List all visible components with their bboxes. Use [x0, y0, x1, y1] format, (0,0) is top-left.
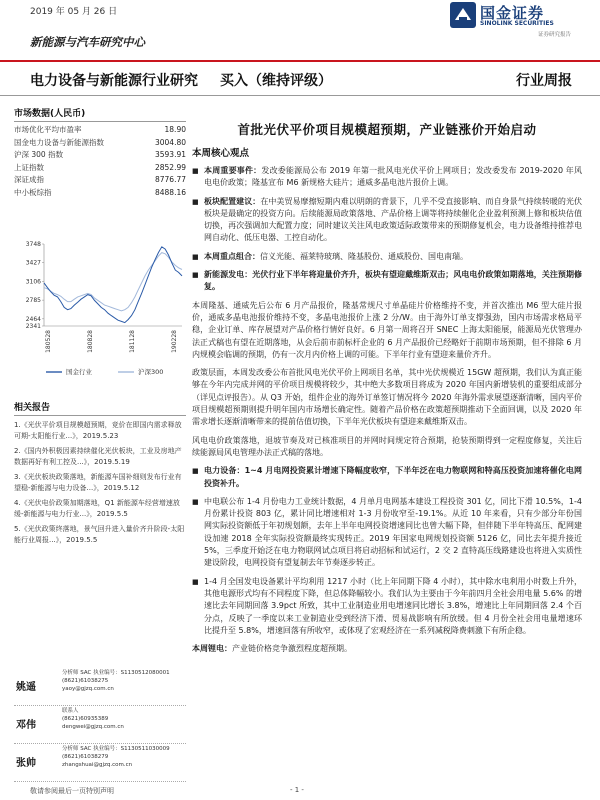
- analyst-email[interactable]: zhangshuai@gjzq.com.cn: [62, 762, 133, 768]
- table-row: [14, 124, 186, 137]
- table-row: [14, 162, 186, 175]
- table-row: [14, 137, 186, 150]
- bullet-lead: 本周重点组合：: [204, 251, 260, 261]
- y-tick-label: 3748: [25, 241, 41, 248]
- market-label: 上证指数: [14, 162, 44, 172]
- table-row: [14, 187, 186, 200]
- analyst-info: [62, 669, 170, 693]
- index-line-chart: [14, 240, 186, 380]
- analyst-line: 分析师 SAC 执业编号：S1130512080001: [62, 670, 170, 676]
- bullet-text: 在中美贸易摩擦短期内难以明朗的背景下，几乎不受直接影响、而自身景气持续转暖的光伏板块是最确定的投资方向。后续能源局政策落地、产品价格上调等将持续催化企业盈利预测上修和板块估值切换，再次强调加大配置力度；同时建议关注风电政策适际政策带来的预期修复机会，电力设备维持推荐电网自动化、低压电器、工控自动化。: [204, 196, 583, 243]
- bullet-item: [192, 196, 582, 245]
- related-report-link[interactable]: 4.《光伏电价政策加期落地，Q1 新能源车经营增速放缓-新能源与电力行业...》，2019.5.5: [14, 499, 180, 518]
- page-number: - 1 -: [290, 786, 304, 794]
- body-paragraph: 本周隆基、通威先后公布 6 月产品报价，隆基常规尺寸单晶硅片价格维持不变，并首次推出 M6 型大硅片报价，通威多晶电池报价维持不变，多晶电池报价上涨 2 分/W。由于海外订单支撑强劲，国内市场需求格局平稳，企业订单、库存展望对产品价格行情好良好。6 月第一周将召开 SNEC 上海太阳能展，能源局光伏管理办法正式稿也有望在近期落地，从会后前市前标杆企业的 6 月产品报价已经略好于前期市场预期，但不排除 6 月内规模会临调的预期，仍有一次月内价格上调的可能。下半年行业有望迎来量价齐升。: [192, 300, 582, 359]
- report-title: 首批光伏平价项目规模超预期，产业链涨价开始启动: [237, 122, 537, 137]
- y-tick-label: 3427: [25, 259, 41, 267]
- legend-label: 国金行业: [66, 368, 92, 376]
- market-value: 3593.91: [154, 150, 186, 159]
- logo-text-en: SINOLINK SECURITIES: [480, 20, 554, 27]
- bullet-item: [192, 165, 582, 190]
- market-value: 18.90: [164, 125, 186, 134]
- bullet-lead: 板块配置建议：: [204, 196, 261, 206]
- analyst-name: 邓伟: [16, 720, 36, 731]
- analyst-name: 张帅: [16, 758, 36, 769]
- market-label: 中小板综指: [14, 187, 52, 197]
- analyst-line: 联系人: [62, 708, 79, 714]
- legend-label: 沪深300: [138, 368, 164, 376]
- table-row: [14, 174, 186, 187]
- analyst-card: [14, 706, 186, 744]
- y-tick-label: 2464: [25, 315, 41, 323]
- index-chart: [14, 240, 186, 380]
- market-value: 8488.16: [154, 187, 186, 197]
- sinolink-logo: [450, 2, 590, 40]
- related-report-link[interactable]: 2.《国内外积极因素持续催化光伏板块，工业及房地产数据再好有利工控及...》，2019.5.19: [14, 447, 182, 466]
- report-banner: [0, 60, 600, 96]
- market-data-panel: [14, 106, 186, 199]
- bullet-text: 信义光能、福莱特玻璃、隆基股份、通威股份、国电南瑞。: [260, 251, 468, 261]
- para-lead: 本周锂电：: [192, 644, 232, 654]
- page-footer: [0, 784, 600, 800]
- main-content: [192, 120, 582, 655]
- market-label: 深证成指: [14, 175, 44, 184]
- analyst-info: [62, 745, 170, 769]
- series-line: [44, 253, 182, 311]
- logo-text-cn: 国金证券: [480, 4, 545, 22]
- body-paragraph: [192, 643, 582, 655]
- analyst-phone: (8621)61038275: [62, 678, 109, 684]
- related-reports: [14, 400, 186, 546]
- related-reports-title: 相关报告: [14, 400, 186, 416]
- body-paragraph: 政策层面，本周发改委公布首批风电光伏平价上网项目名单，其中光伏规模近 15GW 超预期，我们认为真正能够在今年内完成并网的平价项目规模将较少，其中绝大多数项目将成为 2020 年国内新增装机的重要组成部分（详见点评报告）。从 Q3 开始，组件企业的海外订单签订情况将今 2020 年海外需求展望逐渐清晰，国内平价项目规模超预期则提升明年国内市场增长确定性。随着产品价格在政策超预期推动下全面回调，以及 2020 年需求增长逐渐清晰带来的提前估值切换，下半年光伏板块有望迎来戴维斯双击。: [192, 368, 582, 427]
- bullet-lead: 本周重要事件：: [204, 166, 262, 175]
- banner-title: 电力设备与新能源行业研究: [30, 73, 198, 89]
- analyst-phone: (8621)60935389: [62, 716, 109, 722]
- market-label: 市场优化平均市盈率: [14, 125, 82, 134]
- x-tick-label: 180828: [87, 330, 94, 353]
- y-tick-label: 2785: [25, 297, 41, 305]
- footer-disclaimer: 敬请参阅最后一页特别声明: [30, 787, 114, 795]
- report-date: 2019 年 05 月 26 日: [30, 7, 118, 17]
- y-tick-label: 3106: [25, 278, 41, 286]
- market-data-title: 市场数据(人民币): [14, 106, 186, 122]
- market-value: 2852.99: [154, 162, 186, 172]
- analyst-email[interactable]: yaoy@gjzq.com.cn: [62, 686, 114, 692]
- analyst-phone: (8621)61038279: [62, 754, 109, 760]
- bullet-text: 发改委能源局公布 2019 年第一批风电光伏平价上网项目；发改委发布 2019-2020 年风电电价政策；隆基宣布 M6 新规格大硅片；通威多晶电池片报价上调。: [204, 166, 582, 188]
- analyst-card: [14, 668, 186, 706]
- bullet-item: ■ 新能源发电：光伏行业下半年将迎量价齐升，板块有望迎戴维斯双击；风电电价政策如期落地，关注预期修复。: [192, 269, 582, 294]
- section-heading: 本周核心观点: [192, 148, 250, 159]
- market-data-table: [14, 124, 186, 199]
- body-paragraph: 风电电价政策落地，退坡节奏及对已核准项目的并网时间规定符合预期，抢装预期得到一定程度修复，关注后续能源局风电管理办法正式稿的落地。: [192, 435, 582, 457]
- banner-report-type: 行业周报: [516, 73, 572, 89]
- analyst-card: [14, 744, 186, 782]
- banner-rating: 买入（维持评级）: [220, 73, 332, 89]
- market-label: 沪深 300 指数: [14, 150, 64, 159]
- bullet-item: [192, 251, 582, 263]
- sinolink-logo-icon: [450, 2, 476, 28]
- related-report-link[interactable]: 5.《光伏政策终落地，景气回升进入量价齐升阶段-太阳能行业周报...》，2019.5.5: [14, 525, 185, 544]
- analyst-name: 姚遥: [16, 682, 36, 693]
- bullet-item: ■ 1-4 月全国发电设备累计平均利用 1217 小时（比上年同期下降 4 小时），其中除水电利用小时数上升外，其他电源形式均有不同程度下降，但总体降幅较小。我们认为主要由于今年前四月全社会用电量 5.6% 的增速比去年同期回落 3.9pct 所致，其中工业制造业用电增速同比增长 3.8%，增速比上年同期回落 2.4 个百分点，反映了一季度以来工业制造业受到经济下滑、贸易战影响有所放缓。但 4 月份全社会用电量增速环比提升至 5.8%，增速回落有所收窄，或体现了宏观经济在一系列减税降费刺激下有所企稳。: [192, 576, 582, 637]
- analyst-info: [62, 707, 124, 731]
- market-label: 国金电力设备与新能源指数: [14, 137, 104, 147]
- x-tick-label: 181128: [129, 330, 136, 353]
- series-line: [44, 247, 182, 323]
- y-tick-label: 2341: [25, 323, 41, 330]
- related-report-link[interactable]: 3.《光伏板块政策落地，新能源车国补细则发布行业有望稳-新能源与电力设备...》，2019.5.12: [14, 473, 182, 492]
- analyst-line: 分析师 SAC 执业编号：S1130511030009: [62, 746, 170, 752]
- bullet-item: ■ 中电联公布 1-4 月份电力工业统计数据，4 月单月电网基本建设工程投资 301 亿，同比下滑 10.5%，1-4 月份累计投资 803 亿，累计同比增速相对 1-3 月份收窄至-19.1%。从近 10 年来看，只有少部分年份国网实际投资额低于年初规划额，去年上半年电网投资增速同比也曾大幅下降，但伴随下半年特高压、配网建设加速 2018 全年实际投资额最终实现转正。2019 年国家电网规划投资额 5126 亿，同比去年提升接近 5%，三季度开始泛在电力物联网试点项目将启动招标和试运行，2 交 2 直特高压线路建设也将进入实质性建设阶段，电网投资有望复制去年节奏逐步转正。: [192, 496, 582, 570]
- bullet-item: ■ 电力设备：1~4 月电网投资累计增速下降幅度收窄，下半年泛在电力物联网和特高压投资加速将催化电网投资补升。: [192, 465, 582, 490]
- research-center-name: 新能源与汽车研究中心: [30, 35, 145, 49]
- table-row: [14, 149, 186, 162]
- para-text: 产业链价格竞争激烈程度超预期。: [232, 644, 352, 654]
- market-value: 8776.77: [154, 175, 186, 184]
- related-report-link[interactable]: 1.《光伏平价项目规模超预期，竞价在即国内需求释放可期-太阳能行业...》，2019.5.23: [14, 421, 182, 440]
- x-tick-label: 190228: [171, 330, 178, 353]
- market-value: 3004.80: [154, 137, 186, 147]
- logo-subtitle: 证券研究报告: [538, 32, 572, 38]
- x-tick-label: 180528: [45, 330, 52, 353]
- analyst-list: [14, 668, 186, 782]
- analyst-email[interactable]: dengwei@gjzq.com.cn: [62, 724, 124, 730]
